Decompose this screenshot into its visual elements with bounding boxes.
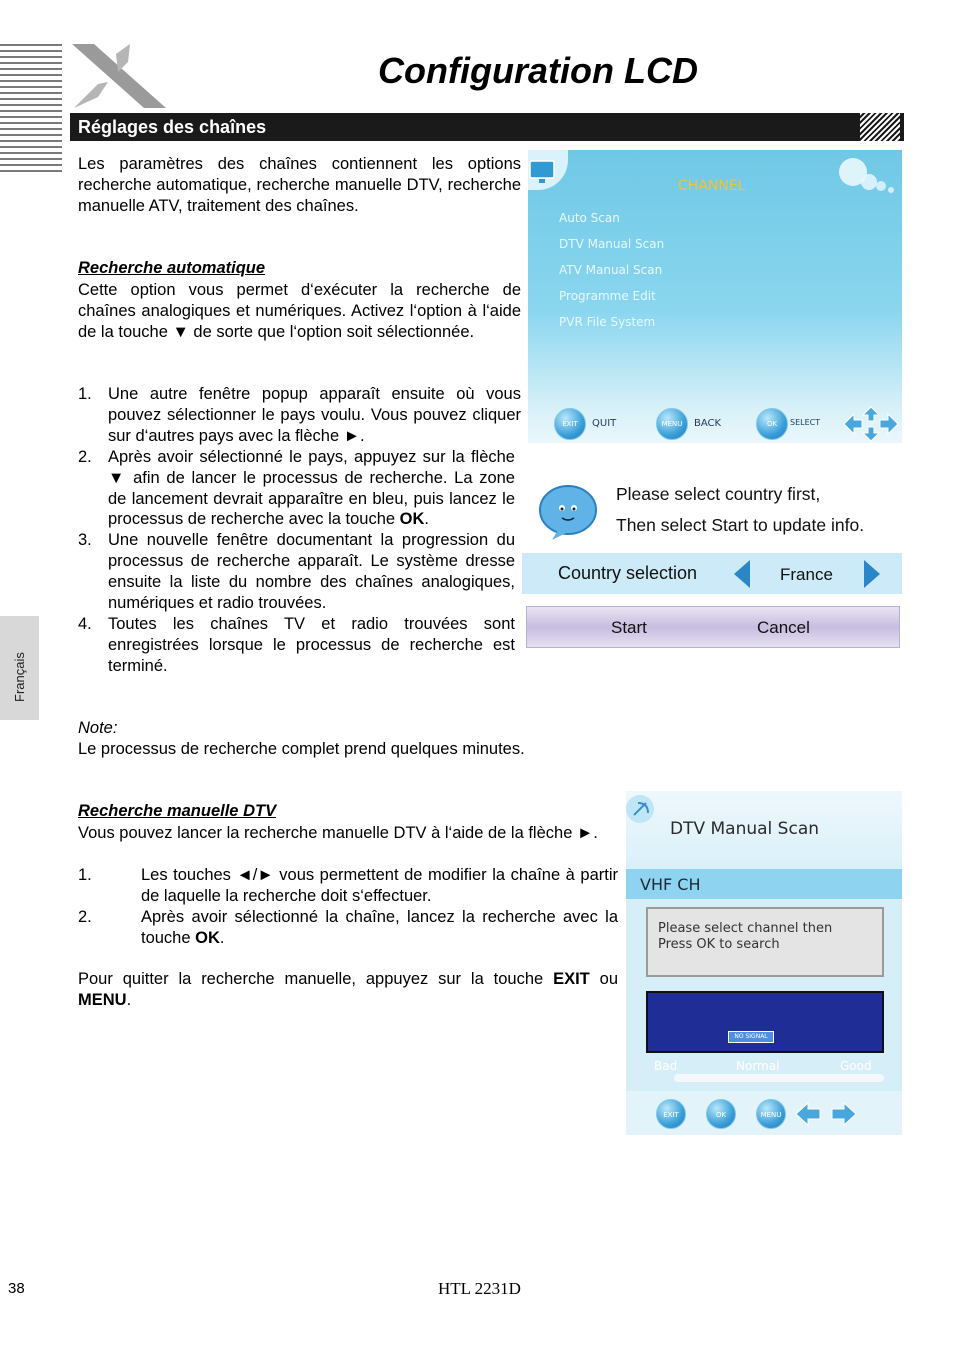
direction-arrows-icon: [842, 406, 900, 442]
page-title: Configuration LCD: [378, 50, 698, 91]
dtv-manual-body: Vous pouvez lancer la recherche manuelle DTV à l‘aide de la flèche ►.: [78, 824, 598, 842]
auto-scan-heading: Recherche automatique: [78, 259, 266, 277]
signal-normal-label: Normal: [736, 1059, 780, 1073]
arrow-right-icon[interactable]: [864, 560, 880, 588]
header-stripes: [0, 44, 62, 174]
speech-bubble-icon: [538, 482, 598, 542]
section-title: Réglages des chaînes: [78, 117, 267, 137]
dialog-button-bar: [526, 606, 900, 648]
country-selection-label: Country selection: [558, 563, 698, 583]
dtv-scan-header: [626, 791, 902, 869]
instruction-line2: Press OK to search: [658, 937, 780, 952]
back-label: BACK: [694, 418, 722, 429]
quit-label: QUIT: [592, 418, 617, 429]
dtv-manual-scan-screenshot: [626, 791, 902, 1135]
ok-button[interactable]: OK: [706, 1099, 736, 1129]
exit-button[interactable]: EXIT: [656, 1099, 686, 1129]
auto-scan-body: Cette option vous permet d‘exécuter la recherche de chaînes analogiques et numériques. Activez l‘option à l‘aide de la touche ▼ de sorte que l‘option soit sélectionnée.: [78, 281, 521, 341]
menu-item-programme-edit[interactable]: Programme Edit: [559, 289, 656, 303]
list-item: 1. Les touches ◄/► vous permettent de modifier la chaîne à partir de laquelle la recherche doit s‘effectuer.: [78, 866, 618, 905]
dtv-manual-heading: Recherche manuelle DTV: [78, 802, 277, 820]
intro-paragraph: Les paramètres des chaînes contiennent les options recherche automatique, recherche manuelle DTV, recherche manuelle ATV, traitement des chaînes.: [78, 155, 521, 215]
signal-good-label: Good: [840, 1059, 872, 1073]
language-label: Français: [12, 652, 27, 702]
dtv-manual-steps: [78, 865, 618, 949]
arrow-left-icon[interactable]: [734, 560, 750, 588]
menu-item-pvr-file-system[interactable]: PVR File System: [559, 315, 656, 329]
signal-bad-label: Bad: [654, 1059, 678, 1073]
menu-button[interactable]: MENU: [656, 408, 688, 440]
country-value: France: [780, 565, 833, 584]
select-label: SELECT: [790, 418, 821, 427]
country-prompt-line1: Please select country first,: [616, 484, 821, 504]
note-text: Le processus de recherche complet prend quelques minutes.: [78, 740, 525, 758]
ok-button[interactable]: OK: [756, 408, 788, 440]
dtv-scan-title: DTV Manual Scan: [670, 819, 820, 839]
menu-item-auto-scan[interactable]: Auto Scan: [559, 211, 620, 225]
signal-strength-bar: [674, 1074, 884, 1082]
tv-icon: [528, 150, 568, 190]
page-number: 38: [8, 1280, 25, 1297]
list-item: 2. Après avoir sélectionné la chaîne, lancez la recherche avec la touche OK.: [78, 907, 618, 947]
channel-menu-button-row: [528, 408, 902, 438]
section-header: [70, 113, 904, 141]
country-selection-screenshot: [522, 468, 902, 651]
channel-menu-screenshot: [528, 150, 902, 443]
cancel-button[interactable]: Cancel: [757, 618, 810, 637]
country-selector[interactable]: [522, 553, 902, 594]
band-label: VHF CH: [640, 875, 701, 894]
list-item: 3. Une nouvelle fenêtre documentant la progression du processus de recherche apparaît. Le système dresse ensuite la liste du nombre des chaînes analogiques, numériques et radio trouvées.: [78, 531, 515, 613]
hatch-decoration: [860, 113, 900, 141]
left-right-arrows-icon: [794, 1101, 858, 1127]
band-row[interactable]: [626, 869, 902, 899]
satellite-icon: [626, 793, 662, 829]
start-button[interactable]: Start: [611, 618, 647, 637]
menu-button[interactable]: MENU: [756, 1099, 786, 1129]
model-name: HTL 2231D: [438, 1279, 521, 1298]
brand-logo-icon: [68, 42, 168, 112]
menu-item-dtv-manual-scan[interactable]: DTV Manual Scan: [559, 237, 665, 251]
instruction-line1: Please select channel then: [658, 921, 833, 936]
dtv-scan-button-row: [626, 1091, 902, 1135]
menu-item-atv-manual-scan[interactable]: ATV Manual Scan: [559, 263, 663, 277]
note-label: Note:: [78, 719, 118, 737]
instruction-box: [646, 907, 884, 977]
list-item: 1. Une autre fenêtre popup apparaît ensuite où vous pouvez sélectionner le pays voulu. Vous pouvez cliquer sur d‘autres pays avec la flèche ►.: [78, 385, 521, 445]
list-item: 4. Toutes les chaînes TV et radio trouvées sont enregistrées lorsque le processus de recherche est terminé.: [78, 614, 515, 675]
country-prompt-line2: Then select Start to update info.: [616, 515, 865, 535]
bubbles-icon: [833, 152, 899, 198]
auto-scan-steps: [78, 384, 521, 677]
no-signal-badge: NO SIGNAL: [728, 1031, 774, 1043]
exit-button[interactable]: EXIT: [554, 408, 586, 440]
quit-instruction: Pour quitter la recherche manuelle, appuyez sur la touche EXIT ou MENU.: [78, 970, 618, 1009]
list-item: 2. Après avoir sélectionné le pays, appuyez sur la flèche ▼ afin de lancer le processus de recherche. La zone de lancement devrait apparaître en bleu, puis lancez le processus de recherche avec la touche OK.: [78, 447, 515, 529]
channel-menu-title: CHANNEL: [678, 178, 746, 194]
language-tab: [0, 616, 39, 720]
signal-display: [646, 991, 884, 1053]
